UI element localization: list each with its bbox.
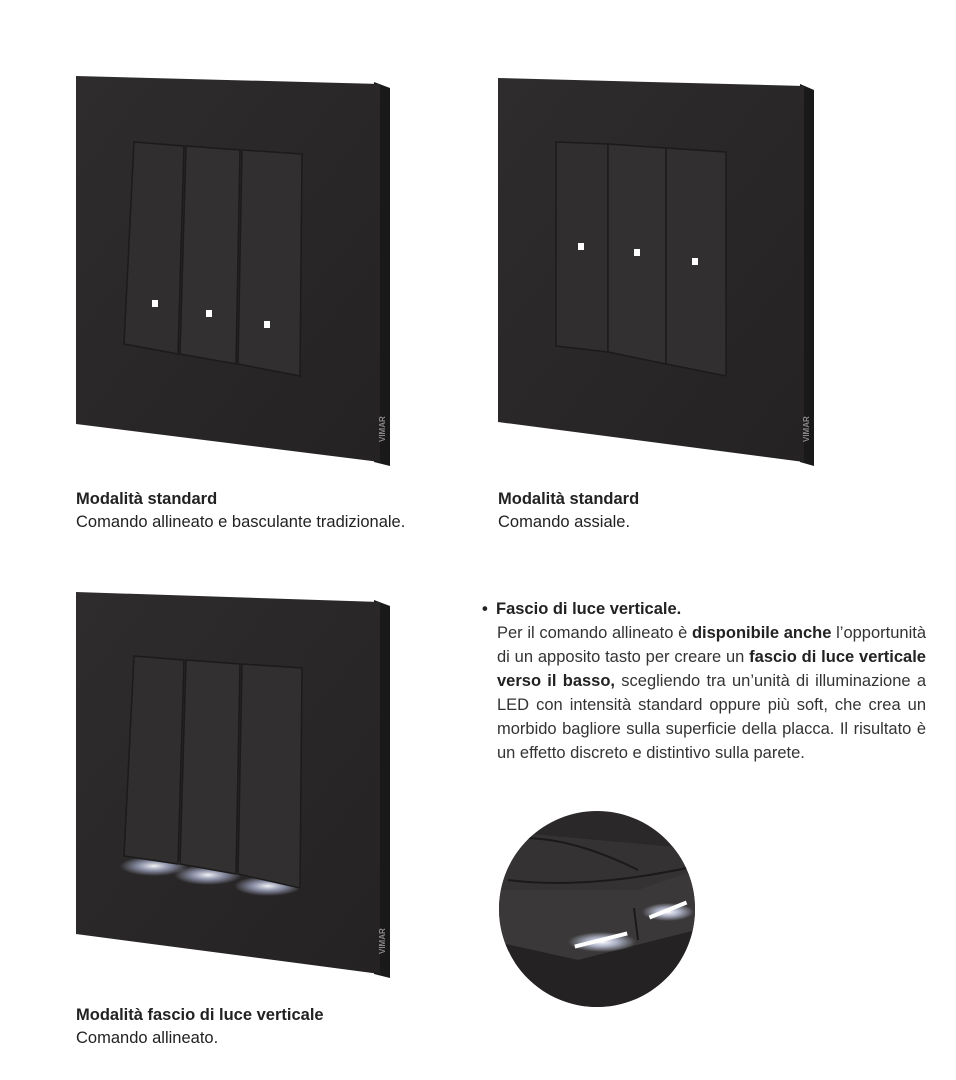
feature-description <box>482 597 926 765</box>
key-left <box>124 656 184 864</box>
switch-plate-standard-rocker <box>74 74 394 466</box>
feature-body: Per il comando allineato è disponibile anche l’opportunità di un apposito tasto per creare un fascio di luce verticale verso il basso, scegliendo tra un’unità di illuminazione a LED con intensità standard oppure più soft, che crea un morbido bagliore sulla superficie della placca. Il risultato è un effetto discreto e distintivo sulla parete. <box>497 624 927 762</box>
detail-closeup-image <box>498 810 696 1008</box>
led-indicator <box>634 249 640 256</box>
key-middle <box>180 146 240 364</box>
caption-subtitle: Comando allineato e basculante tradizionale. <box>76 513 406 531</box>
brand-logo: VIMAR <box>378 416 387 442</box>
caption-title: Modalità standard <box>498 490 640 508</box>
key-middle <box>180 660 240 874</box>
led-indicator <box>578 243 584 250</box>
caption-subtitle: Comando assiale. <box>498 513 631 531</box>
key-right <box>238 150 302 376</box>
bullet-icon: • <box>482 600 488 618</box>
brand-logo: VIMAR <box>802 416 811 442</box>
caption-title: Modalità fascio di luce verticale <box>76 1006 324 1024</box>
key-left <box>124 142 184 354</box>
caption-vertical-light-beam <box>76 1004 324 1050</box>
caption-standard-rocker <box>76 488 405 534</box>
led-indicator <box>264 321 270 328</box>
led-indicator <box>152 300 158 307</box>
caption-standard-axial <box>498 488 639 534</box>
caption-title: Modalità standard <box>76 490 218 508</box>
feature-heading: • Fascio di luce verticale. <box>482 597 926 621</box>
caption-subtitle: Comando allineato. <box>76 1029 219 1047</box>
switch-plate-vertical-light-beam <box>74 590 394 982</box>
brand-logo: VIMAR <box>378 928 387 954</box>
key-right <box>238 664 302 888</box>
led-indicator <box>692 258 698 265</box>
led-indicator <box>206 310 212 317</box>
switch-plate-standard-axial <box>496 76 818 468</box>
